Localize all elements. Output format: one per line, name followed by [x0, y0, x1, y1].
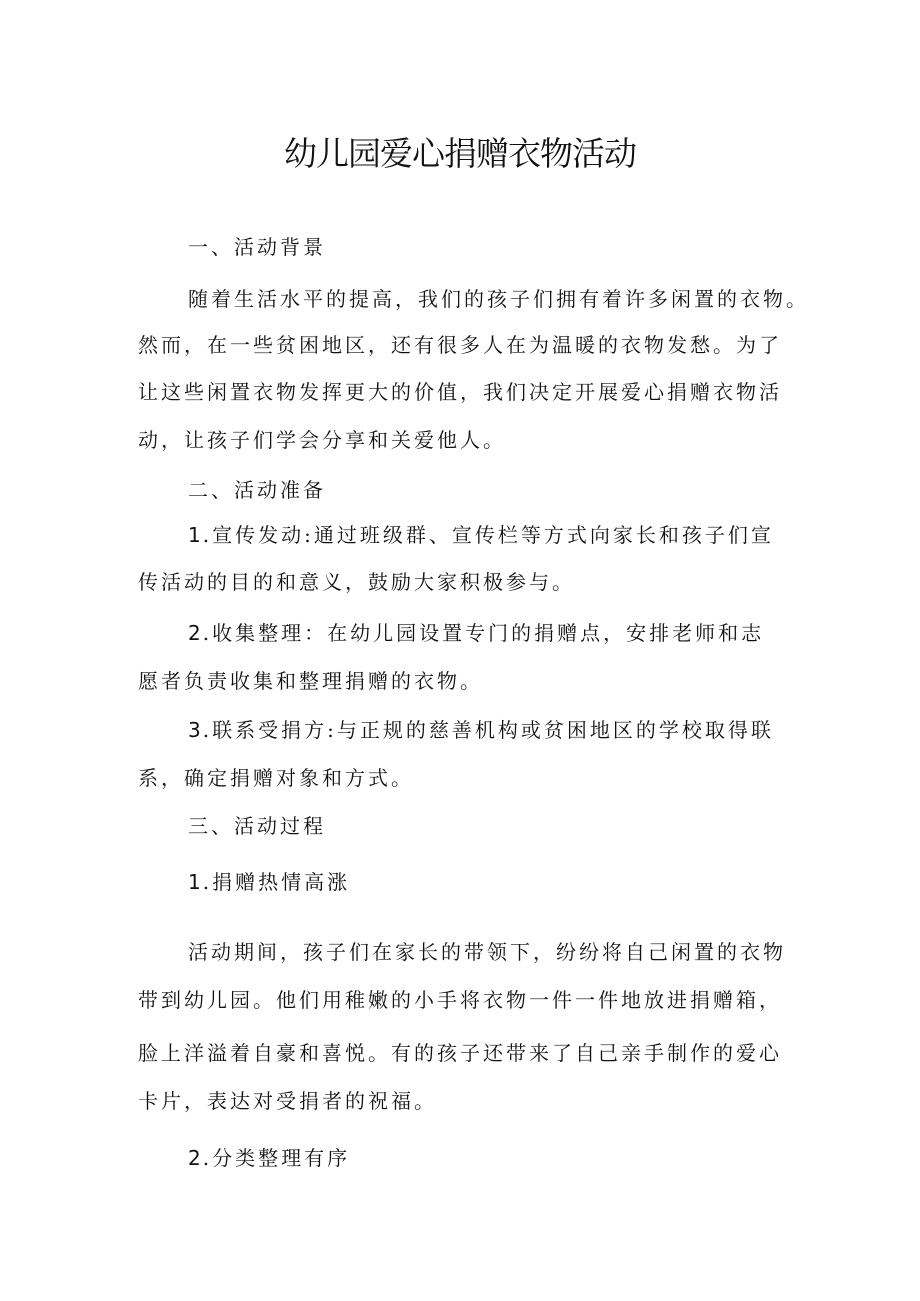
list-number: 2 — [188, 621, 201, 645]
paragraph-line: 系，确定捐赠对象和方式。 — [138, 766, 414, 790]
paragraph-line: 愿者负责收集和整理捐赠的衣物。 — [138, 669, 483, 693]
paragraph-line: 带到幼儿园。他们用稚嫩的小手将衣物一件一件地放进捐赠箱， — [138, 988, 782, 1012]
paragraph-line: 传活动的目的和意义，鼓励大家积极参与。 — [138, 570, 575, 594]
list-number: 3 — [188, 718, 201, 742]
subheading-text: .分类整理有序 — [202, 1146, 351, 1170]
paragraph-line: 随着生活水平的提高，我们的孩子们拥有着许多闲置的衣物。 — [188, 287, 809, 311]
section-heading-preparation: 二、活动准备 — [188, 478, 326, 502]
subheading-text: .捐赠热情高涨 — [202, 870, 351, 894]
list-item-text: .收集整理：在幼儿园设置专门的捐赠点，安排老师和志 — [202, 621, 765, 645]
paragraph-line: 然而，在一些贫困地区，还有很多人在为温暖的衣物发愁。为了 — [138, 333, 782, 357]
list-item-line — [188, 521, 848, 549]
paragraph-line: 动，让孩子们学会分享和关爱他人。 — [138, 428, 506, 452]
list-number: 1 — [188, 870, 201, 894]
list-number: 2 — [188, 1146, 201, 1170]
list-item-line — [188, 716, 848, 744]
paragraph-line: 让这些闲置衣物发挥更大的价值，我们决定开展爱心捐赠衣物活 — [138, 380, 782, 404]
subheading-line — [188, 868, 848, 896]
subheading-line — [188, 1144, 848, 1172]
paragraph-line: 活动期间，孩子们在家长的带领下，纷纷将自己闲置的衣物 — [188, 940, 786, 964]
document-title: 幼儿园爱心捐赠衣物活动 — [284, 134, 636, 173]
list-item-text: .联系受捐方:与正规的慈善机构或贫困地区的学校取得联 — [202, 718, 774, 742]
list-number: 1 — [188, 523, 201, 547]
list-item-line — [188, 619, 848, 647]
section-heading-background: 一、活动背景 — [188, 235, 326, 259]
paragraph-line: 卡片，表达对受捐者的祝福。 — [138, 1089, 437, 1113]
section-heading-process: 三、活动过程 — [188, 814, 326, 838]
paragraph-line: 脸上洋溢着自豪和喜悦。有的孩子还带来了自己亲手制作的爱心 — [138, 1041, 782, 1065]
list-item-text: .宣传发动:通过班级群、宣传栏等方式向家长和孩子们宣 — [202, 523, 774, 547]
